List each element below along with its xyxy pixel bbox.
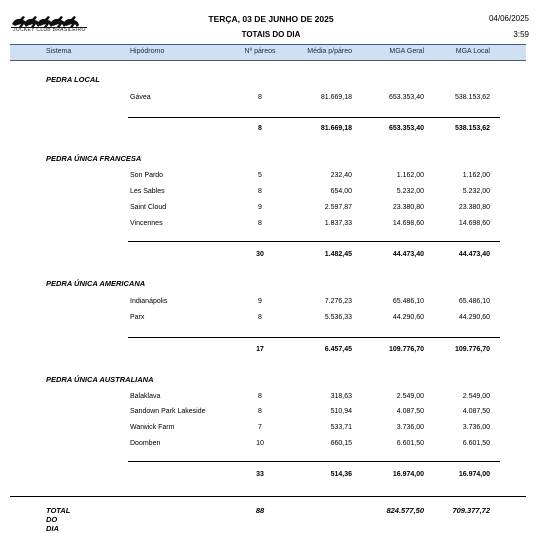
pareos-cell: 5	[258, 172, 262, 179]
report-date: 04/06/2025	[488, 14, 529, 23]
subtotal-divider	[128, 461, 500, 462]
media-cell: 654,00	[330, 188, 352, 195]
mga-local-cell: 3.736,00	[462, 424, 490, 431]
mga-geral-cell: 653.353,40	[388, 94, 424, 101]
media-cell: 318,63	[330, 393, 352, 400]
subtotal-mga-geral: 109.776,70	[388, 346, 424, 353]
total-mga-geral: 824.577,50	[386, 506, 424, 515]
col-sistema: Sistema	[46, 48, 72, 55]
pareos-cell: 8	[258, 408, 262, 415]
subtotal-pareos: 8	[258, 125, 262, 132]
section-title: PEDRA ÚNICA AMERICANA	[46, 279, 146, 288]
hipodromo-cell: Saint Cloud	[130, 204, 167, 211]
pareos-cell: 7	[258, 424, 262, 431]
mga-local-cell: 23.380,80	[458, 204, 490, 211]
mga-geral-cell: 6.601,50	[396, 440, 424, 447]
subtotal-mga-geral: 44.473,40	[392, 251, 424, 258]
total-mga-local: 709.377,72	[452, 506, 490, 515]
mga-geral-cell: 14.698,60	[392, 220, 424, 227]
col-hipodromo: Hipódromo	[130, 48, 165, 55]
report-title: TERÇA, 03 DE JUNHO DE 2025	[208, 14, 334, 24]
subtotal-mga-local: 16.974,00	[458, 471, 490, 478]
mga-local-cell: 1.162,00	[462, 172, 490, 179]
pareos-cell: 8	[258, 393, 262, 400]
report-subtitle: TOTAIS DO DIA	[241, 30, 301, 39]
pareos-cell: 9	[258, 298, 262, 305]
pareos-cell: 8	[258, 220, 262, 227]
subtotal-media: 81.669,18	[320, 125, 352, 132]
pareos-cell: 8	[258, 188, 262, 195]
mga-local-cell: 2.549,00	[462, 393, 490, 400]
col-mga-geral: MGA Geral	[389, 48, 424, 55]
hipodromo-cell: Sandown Park Lakeside	[130, 408, 206, 415]
hipodromo-cell: Vincennes	[130, 220, 163, 227]
media-cell: 5.536,33	[324, 314, 352, 321]
col-pareos: Nº páreos	[244, 48, 276, 55]
mga-geral-cell: 5.232,00	[396, 188, 424, 195]
section-title: PEDRA ÚNICA AUSTRALIANA	[46, 375, 154, 384]
mga-geral-cell: 4.087,50	[396, 408, 424, 415]
subtotal-mga-local: 109.776,70	[454, 346, 490, 353]
subtotal-mga-geral: 653.353,40	[388, 125, 424, 132]
total-label: TOTAL DO DIA	[46, 506, 71, 533]
media-cell: 660,15	[330, 440, 352, 447]
subtotal-media: 1.482,45	[324, 251, 352, 258]
section-title: PEDRA LOCAL	[46, 75, 100, 84]
pareos-cell: 8	[258, 314, 262, 321]
media-cell: 533,71	[330, 424, 352, 431]
subtotal-media: 514,36	[330, 471, 352, 478]
subtotal-mga-local: 44.473,40	[458, 251, 490, 258]
hipodromo-cell: Parx	[130, 314, 145, 321]
pareos-cell: 10	[256, 440, 264, 447]
hipodromo-cell: Les Sables	[130, 188, 165, 195]
hipodromo-cell: Balaklava	[130, 393, 161, 400]
subtotal-mga-geral: 16.974,00	[392, 471, 424, 478]
subtotal-mga-local: 538.153,62	[454, 125, 490, 132]
subtotal-divider	[128, 117, 500, 118]
mga-local-cell: 538.153,62	[454, 94, 490, 101]
pareos-cell: 8	[258, 94, 262, 101]
hipodromo-cell: Indianápolis	[130, 298, 168, 305]
mga-local-cell: 4.087,50	[462, 408, 490, 415]
media-cell: 510,94	[330, 408, 352, 415]
media-cell: 1.837,33	[324, 220, 352, 227]
total-divider	[10, 496, 526, 497]
mga-local-cell: 6.601,50	[462, 440, 490, 447]
mga-geral-cell: 3.736,00	[396, 424, 424, 431]
hipodromo-cell: Warwick Farm	[130, 424, 175, 431]
hipodromo-cell: Gávea	[130, 94, 151, 101]
subtotal-divider	[128, 241, 500, 242]
mga-local-cell: 44.290,60	[458, 314, 490, 321]
mga-local-cell: 14.698,60	[458, 220, 490, 227]
subtotal-media: 6.457,45	[324, 346, 352, 353]
hipodromo-cell: Son Pardo	[130, 172, 164, 179]
media-cell: 81.669,18	[320, 94, 352, 101]
mga-local-cell: 5.232,00	[462, 188, 490, 195]
pareos-cell: 9	[258, 204, 262, 211]
mga-geral-cell: 1.162,00	[396, 172, 424, 179]
subtotal-pareos: 33	[256, 471, 264, 478]
col-media: Média p/páreo	[307, 48, 352, 55]
mga-local-cell: 65.486,10	[458, 298, 490, 305]
media-cell: 232,40	[330, 172, 352, 179]
subtotal-pareos: 17	[256, 346, 264, 353]
col-mga-local: MGA Local	[455, 48, 490, 55]
subtotal-divider	[128, 337, 500, 338]
mga-geral-cell: 2.549,00	[396, 393, 424, 400]
logo-text: JOCKEY CLUB BRASILEIRO	[13, 27, 86, 33]
media-cell: 7.276,23	[324, 298, 352, 305]
total-pareos: 88	[255, 506, 265, 515]
subtotal-pareos: 30	[256, 251, 264, 258]
section-title: PEDRA ÚNICA FRANCESA	[46, 154, 142, 163]
media-cell: 2.597,87	[324, 204, 352, 211]
hipodromo-cell: Doomben	[130, 440, 161, 447]
mga-geral-cell: 65.486,10	[392, 298, 424, 305]
report-time: 3:59	[513, 30, 529, 39]
mga-geral-cell: 23.380,80	[392, 204, 424, 211]
mga-geral-cell: 44.290,60	[392, 314, 424, 321]
